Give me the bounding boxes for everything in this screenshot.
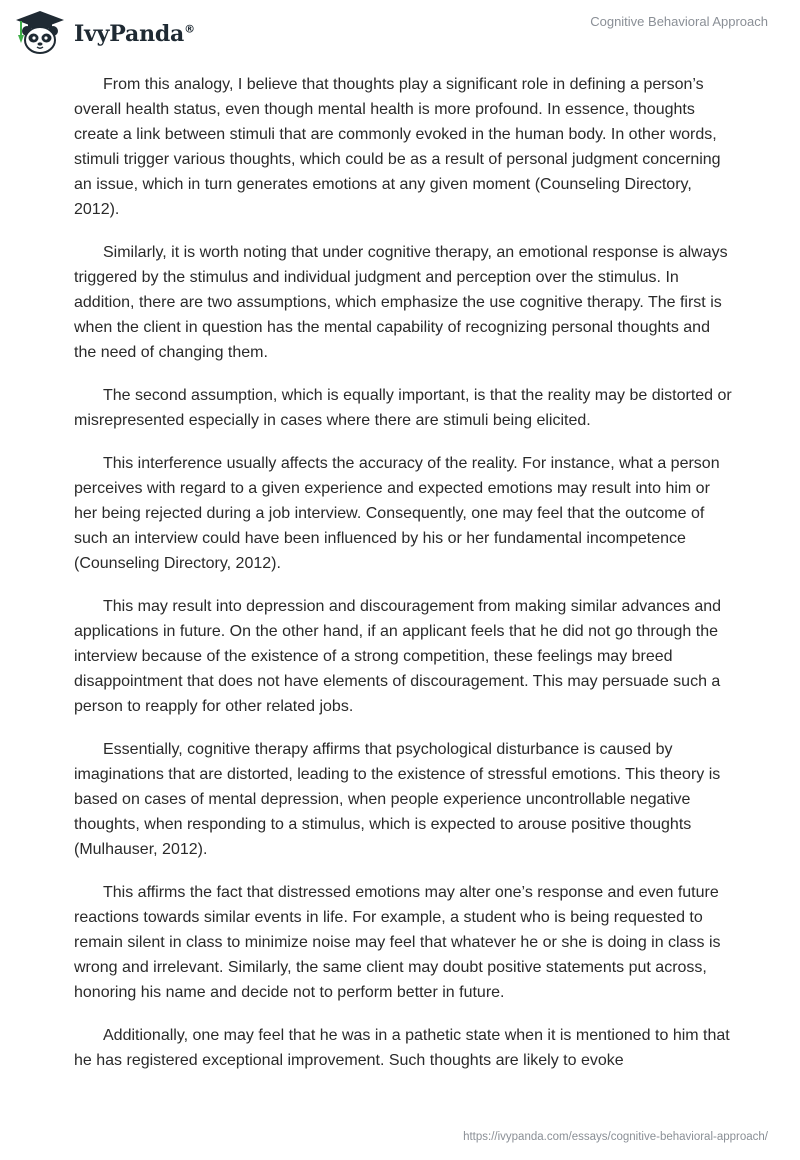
paragraph: The second assumption, which is equally important, is that the reality may be distorted or misrepresented especially in cases where there are stimuli being elicited. <box>74 387 732 429</box>
panda-graduate-icon <box>14 9 66 55</box>
paragraph: Additionally, one may feel that he was in a pathetic state when it is mentioned to him that he has registered exceptional improvement. Such thoughts are likely to evoke <box>74 1027 730 1069</box>
document-title: Cognitive Behavioral Approach <box>590 14 768 29</box>
essay-body <box>74 72 734 1091</box>
paragraph: From this analogy, I believe that thoughts play a significant role in defining a person’s overall health status, even though mental health is more profound. In essence, thoughts create a link between stimuli that are commonly evoked in the human body. In other words, stimuli trigger various thoughts, which could be as a result of personal judgment concerning an issue, which in turn generates emotions at any given moment (Counseling Directory, 2012). <box>74 76 721 218</box>
paragraph: This affirms the fact that distressed emotions may alter one’s response and even future reactions towards similar events in life. For example, a student who is being requested to remain silent in class to minimize noise may feel that whatever he or she is doing in class is wrong and irrelevant. Similarly, the same client may doubt positive statements put across, honoring his name and decide not to perform better in future. <box>74 884 721 1001</box>
paragraph: This interference usually affects the accuracy of the reality. For instance, what a person perceives with regard to a given experience and expected emotions may result into him or her being rejected during a job interview. Consequently, one may feel that the outcome of such an interview could have been influenced by his or her fundamental incompetence (Counseling Directory, 2012). <box>74 455 720 572</box>
registered-mark: ® <box>184 22 195 36</box>
page-header <box>0 0 800 60</box>
paragraph: Essentially, cognitive therapy affirms that psychological disturbance is caused by imaginations that are distorted, leading to the existence of stressful emotions. This theory is based on cases of mental depression, when people experience uncontrollable negative thoughts, when responding to a stimulus, which is expected to arouse positive thoughts (Mulhauser, 2012). <box>74 741 721 858</box>
brand-logo[interactable] <box>14 9 195 55</box>
source-url[interactable]: https://ivypanda.com/essays/cognitive-behavioral-approach/ <box>463 1131 768 1143</box>
paragraph: This may result into depression and discouragement from making similar advances and applications in future. On the other hand, if an applicant feels that he did not go through the interview because of the existence of a strong competition, these feelings may breed disappointment that does not have elements of discouragement. This may persuade such a person to reapply for other related jobs. <box>74 598 722 715</box>
paragraph: Similarly, it is worth noting that under cognitive therapy, an emotional response is always triggered by the stimulus and individual judgment and perception over the stimulus. In addition, there are two assumptions, which emphasize the use cognitive therapy. The first is when the client in question has the mental capability of recognizing personal thoughts and the need of changing them. <box>74 244 728 361</box>
brand-name: IvyPanda® <box>74 21 195 47</box>
